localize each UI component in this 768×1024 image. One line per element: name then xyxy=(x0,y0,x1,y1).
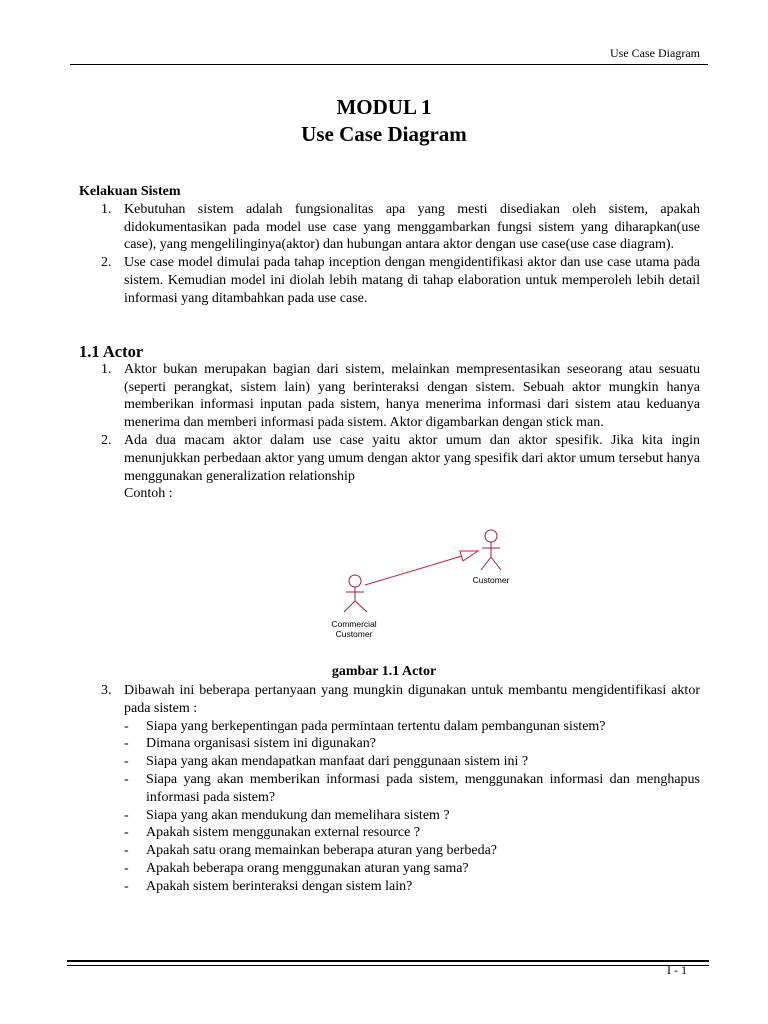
kelakuan-section xyxy=(79,183,700,308)
generalization-line xyxy=(365,556,462,585)
kelakuan-heading: Kelakuan Sistem xyxy=(79,184,181,199)
actor-diagram-svg xyxy=(300,525,560,650)
question-bullet: - Apakah beberapa orang menggunakan aturan yang sama? xyxy=(124,860,469,876)
question-bullet: - Dimana organisasi sistem ini digunakan? xyxy=(124,736,376,752)
actor-section xyxy=(79,343,700,503)
question-bullet: - Siapa yang akan memberikan informasi pada sistem, menggunakan informasi dan menghapus informasi pada sistem? xyxy=(124,771,700,805)
question-text: Apakah sistem berinteraksi dengan sistem lain? xyxy=(146,878,413,894)
footer-rule-thick xyxy=(67,960,709,962)
title-line-1: MODUL 1 xyxy=(336,95,432,119)
figure-caption: gambar 1.1 Actor xyxy=(331,664,437,679)
commercial-head xyxy=(349,575,361,587)
list-number: 2. xyxy=(101,255,112,271)
question-text: Siapa yang berkepentingan pada permintaan tertentu dalam pembangunan sistem? xyxy=(146,718,606,734)
question-text: Dimana organisasi sistem ini digunakan? xyxy=(146,736,376,752)
customer-label: Customer xyxy=(472,575,510,585)
list-text: Ada dua macam aktor dalam use case yaitu aktor umum dan aktor spesifik. Jika kita ingin menunjukkan perbedaan aktor yang umum dengan aktor yang spesifik dari aktor umum tersebut hanya menggunakan generalization relationship xyxy=(124,432,700,484)
list-item xyxy=(79,254,700,307)
question-bullet: - Siapa yang berkepentingan pada permintaan tertentu dalam pembangunan sistem? xyxy=(124,718,606,734)
question-bullet: - Apakah sistem menggunakan external resource ? xyxy=(124,825,421,841)
customer-stick-figure xyxy=(481,530,501,570)
question-text: Apakah satu orang memainkan beberapa aturan yang berbeda? xyxy=(146,843,498,859)
commercial-customer-stick-figure xyxy=(344,575,367,612)
commercial-left-leg xyxy=(344,601,355,612)
question-bullet: - Siapa yang akan mendukung dan memelihara sistem ? xyxy=(124,807,450,823)
question-text: Siapa yang akan mendukung dan memelihara sistem ? xyxy=(146,807,450,823)
list-item xyxy=(79,432,700,485)
list-text: Kebutuhan sistem adalah fungsionalitas apa yang mesti disediakan oleh sistem, apakah didokumentasikan pada model use case yang menggambarkan fungsi sistem yang diharapkan(use case), yang mengelilinginya(aktor) dan hubungan antara aktor dengan use case(use case diagram). xyxy=(124,201,700,253)
question-bullet: - Apakah satu orang memainkan beberapa aturan yang berbeda? xyxy=(124,843,498,859)
customer-right-leg xyxy=(491,557,501,570)
list-text: Use case model dimulai pada tahap inception dengan mengidentifikasi aktor dan use case utama pada sistem. Kemudian model ini diolah lebih matang di tahap elaboration untuk memperoleh lebih detail informasi yang ditambahkan pada use case. xyxy=(124,255,700,306)
question-text: Siapa yang akan mendapatkan manfaat dari penggunaan sistem ini ? xyxy=(146,754,529,770)
question-text: Apakah sistem menggunakan external resource ? xyxy=(146,825,421,841)
commercial-right-leg xyxy=(355,601,367,612)
title-line-2: Use Case Diagram xyxy=(301,122,467,146)
contoh-label: Contoh : xyxy=(124,486,173,502)
actor-diagram xyxy=(300,525,560,655)
customer-head xyxy=(485,530,497,542)
list-item xyxy=(79,361,700,432)
list-number: 1. xyxy=(101,201,112,217)
list-number: 2. xyxy=(101,432,112,448)
generalization-arrowhead xyxy=(460,551,478,561)
list-number: 1. xyxy=(101,361,112,377)
header-rule xyxy=(70,64,708,65)
commercial-label-line1: Commercial xyxy=(331,619,377,629)
list-number: 3. xyxy=(101,683,112,698)
running-header: Use Case Diagram xyxy=(610,46,700,60)
customer-left-leg xyxy=(481,557,491,570)
question-bullet: - Siapa yang akan mendapatkan manfaat dari penggunaan sistem ini ? xyxy=(124,754,529,770)
page-title xyxy=(0,94,768,148)
questions-section xyxy=(79,682,700,896)
commercial-label-line2: Customer xyxy=(335,629,373,639)
question-text: Apakah beberapa orang menggunakan aturan yang sama? xyxy=(146,860,469,876)
list-text: Aktor bukan merupakan bagian dari sistem, melainkan mempresentasikan seseorang atau sesuatu (seperti perangkat, sistem lain) yang berinteraksi dengan sistem. Sebuah aktor mungkin hanya memberikan informasi inputan pada sistem, hanya menerima informasi dari sistem atau keduanya menerima dan memberi informasi pada sistem. Aktor digambarkan dengan stick man. xyxy=(124,361,700,431)
actor-heading: 1.1 Actor xyxy=(79,342,144,361)
question-bullet: - Apakah sistem berinteraksi dengan sistem lain? xyxy=(124,878,413,894)
list-item xyxy=(79,682,700,718)
question-text: Siapa yang akan memberikan informasi pada sistem, menggunakan informasi dan menghapus informasi pada sistem? xyxy=(146,771,700,805)
list-item xyxy=(79,201,700,254)
page-number: I - 1 xyxy=(667,963,687,977)
list-text: Dibawah ini beberapa pertanyaan yang mungkin digunakan untuk membantu mengidentifikasi aktor pada sistem : xyxy=(124,683,700,716)
footer-rule-thin xyxy=(67,965,709,966)
